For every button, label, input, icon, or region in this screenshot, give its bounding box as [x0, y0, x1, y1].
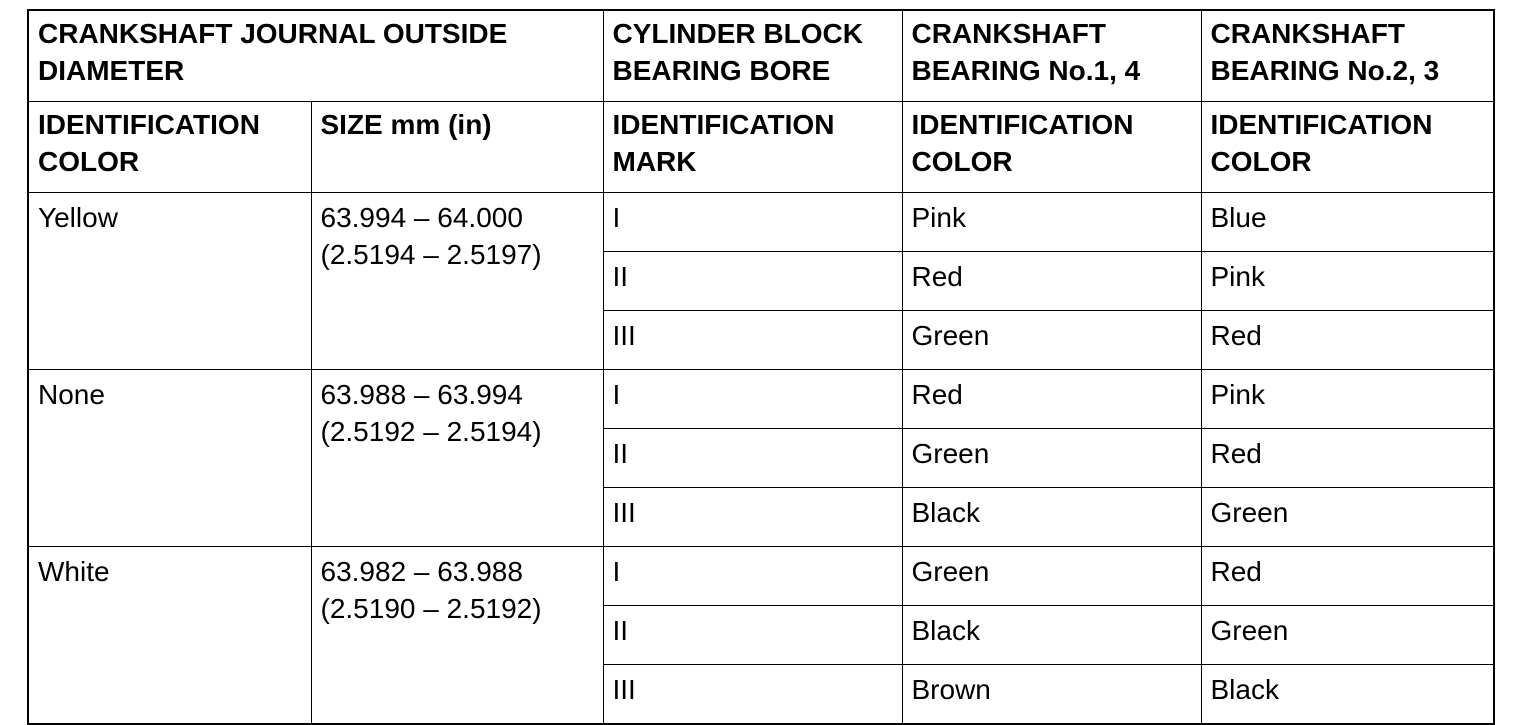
bearing-2-3-color-cell: Pink — [1201, 370, 1494, 429]
bearing-1-4-color-cell: Red — [902, 252, 1201, 311]
bearing-1-4-color-cell: Red — [902, 370, 1201, 429]
bearing-2-3-header: CRANKSHAFT BEARING No.2, 3 — [1201, 10, 1494, 102]
bearing-2-3-color-cell: Red — [1201, 547, 1494, 606]
journal-size-cell: 63.982 – 63.988 (2.5190 – 2.5192) — [311, 547, 603, 725]
bearing-1-4-color-cell: Pink — [902, 193, 1201, 252]
bore-mark-cell: II — [603, 606, 902, 665]
journal-size-cell: 63.994 – 64.000 (2.5194 – 2.5197) — [311, 193, 603, 370]
table-row — [28, 370, 1494, 429]
bore-mark-cell: III — [603, 311, 902, 370]
journal-color-cell: Yellow — [28, 193, 311, 370]
journal-color-cell: None — [28, 370, 311, 547]
bearing-1-4-color-cell: Black — [902, 606, 1201, 665]
bearing-1-4-header: CRANKSHAFT BEARING No.1, 4 — [902, 10, 1201, 102]
bearing-1-4-color-cell: Green — [902, 311, 1201, 370]
journal-color-cell: White — [28, 547, 311, 725]
bearing-1-4-id-color-subheader: IDENTIFICATION COLOR — [902, 102, 1201, 193]
bearing-2-3-color-cell: Pink — [1201, 252, 1494, 311]
bearing-2-3-color-cell: Green — [1201, 606, 1494, 665]
bearing-2-3-color-cell: Red — [1201, 311, 1494, 370]
size-subheader: SIZE mm (in) — [311, 102, 603, 193]
bore-mark-cell: I — [603, 370, 902, 429]
id-mark-subheader: IDENTIFICATION MARK — [603, 102, 902, 193]
bearing-bore-header: CYLINDER BLOCK BEARING BORE — [603, 10, 902, 102]
journal-diameter-header: CRANKSHAFT JOURNAL OUTSIDE DIAMETER — [28, 10, 603, 102]
bore-mark-cell: III — [603, 488, 902, 547]
bearing-1-4-color-cell: Brown — [902, 665, 1201, 725]
header-row — [28, 10, 1494, 102]
crankshaft-bearing-selection-table — [27, 9, 1495, 725]
bearing-2-3-color-cell: Black — [1201, 665, 1494, 725]
bore-mark-cell: II — [603, 429, 902, 488]
table-row — [28, 193, 1494, 252]
bore-mark-cell: III — [603, 665, 902, 725]
bearing-1-4-color-cell: Green — [902, 429, 1201, 488]
subheader-row — [28, 102, 1494, 193]
bearing-2-3-color-cell: Blue — [1201, 193, 1494, 252]
journal-id-color-subheader: IDENTIFICATION COLOR — [28, 102, 311, 193]
bore-mark-cell: II — [603, 252, 902, 311]
bearing-1-4-color-cell: Black — [902, 488, 1201, 547]
bore-mark-cell: I — [603, 193, 902, 252]
journal-size-cell: 63.988 – 63.994 (2.5192 – 2.5194) — [311, 370, 603, 547]
bearing-2-3-color-cell: Red — [1201, 429, 1494, 488]
bearing-2-3-id-color-subheader: IDENTIFICATION COLOR — [1201, 102, 1494, 193]
table-row — [28, 547, 1494, 606]
bearing-1-4-color-cell: Green — [902, 547, 1201, 606]
bearing-2-3-color-cell: Green — [1201, 488, 1494, 547]
bore-mark-cell: I — [603, 547, 902, 606]
